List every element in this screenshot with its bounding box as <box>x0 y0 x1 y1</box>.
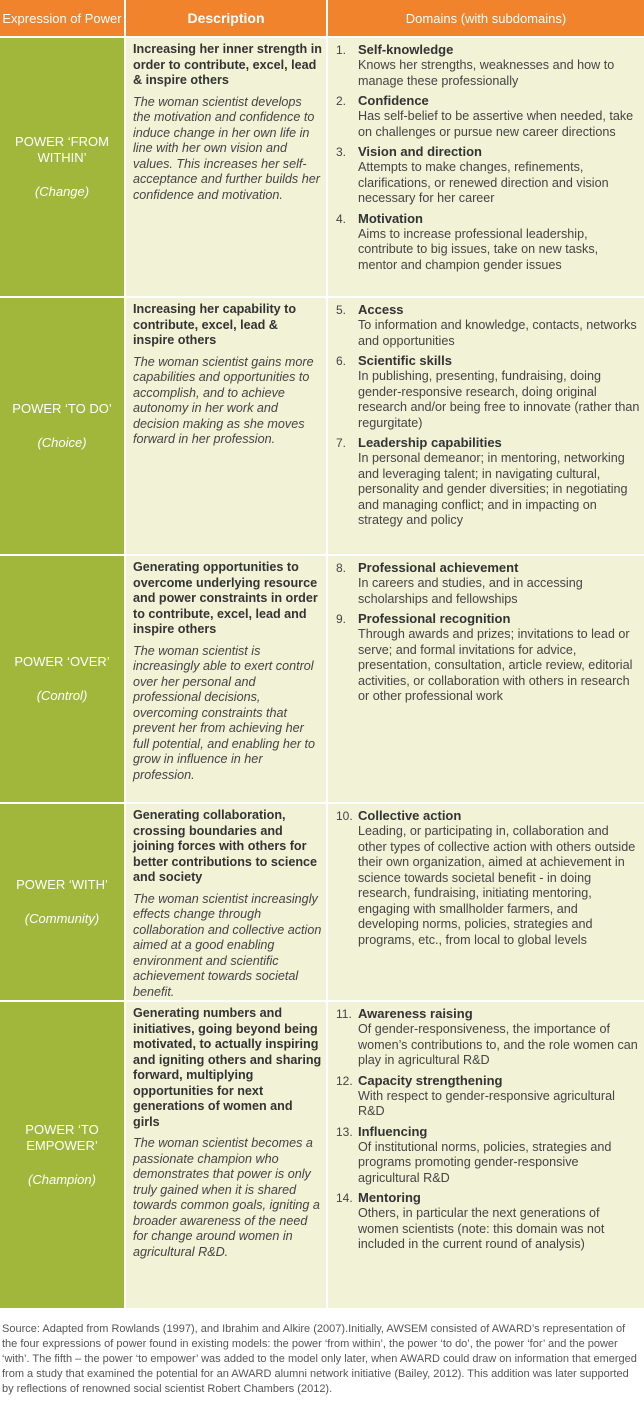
domain-item <box>336 302 640 349</box>
row-power-from-within <box>0 38 124 296</box>
domain-number: 6. <box>336 354 347 368</box>
domain-item <box>336 1073 640 1120</box>
domain-number: 8. <box>336 561 347 575</box>
domains-cell <box>328 38 644 296</box>
domain-description: Has self-belief to be assertive when needed, take on challenges or pursue new career directions <box>358 109 634 139</box>
power-label: POWER ‘TO EMPOWER’ <box>25 1122 99 1153</box>
domain-item <box>336 808 640 948</box>
description-cell <box>126 556 326 802</box>
description-main: Increasing her capability to contribute, excel, lead & inspire others <box>133 302 297 347</box>
domain-title: Scientific skills <box>358 353 452 368</box>
domain-title: Access <box>358 302 404 317</box>
description-main: Generating numbers and initiatives, going beyond being motivated, to actually inspiring and igniting others and sharing forward, multiplying opportunities for next generations of women and girls <box>133 1006 322 1129</box>
domain-item <box>336 435 640 529</box>
domain-description: In careers and studies, and in accessing scholarships and fellowships <box>358 576 583 606</box>
domain-number: 3. <box>336 145 347 159</box>
domain-title: Professional achievement <box>358 560 519 575</box>
domain-number: 4. <box>336 211 347 226</box>
domains-cell <box>328 1002 644 1308</box>
description-italic: The woman scientist becomes a passionate champion who demonstrates that power is only truly gained when it is shared towards common goals, igniting a broader awareness of the need for change around women in agricultural R&D. <box>133 1136 320 1259</box>
power-type: (Champion) <box>28 1172 96 1187</box>
domain-title: Awareness raising <box>358 1006 473 1021</box>
power-type: (Control) <box>36 688 88 703</box>
domain-title: Motivation <box>358 210 423 226</box>
domain-description: Others, in particular the next generations of women scientists (note: this domain was not included in the current round of analysis) <box>358 1206 605 1251</box>
domain-title: Vision and direction <box>358 144 483 159</box>
row-power-over <box>0 556 124 802</box>
domain-description: With respect to gender-responsive agricultural R&D <box>358 1088 615 1118</box>
description-main: Increasing her inner strength in order to contribute, excel, lead & inspire others <box>133 42 322 87</box>
domain-item <box>336 611 640 705</box>
domain-title: Professional recognition <box>358 611 511 626</box>
domain-number: 5. <box>336 303 347 317</box>
domain-description: In personal demeanor; in mentoring, networking and leveraging talent; in navigating cultural, personality and gender diversities; in negotiating and managing conflict; and in impacting on strategy and policy <box>358 451 628 527</box>
description-cell <box>126 804 326 1000</box>
domain-item <box>336 211 640 274</box>
domain-description: Of gender-responsiveness, the importance of women’s contributions to, and the role women can play in agricultural R&D <box>358 1022 638 1067</box>
domain-item <box>336 42 640 89</box>
domain-number: 14. <box>336 1191 353 1205</box>
domain-number: 12. <box>336 1073 353 1088</box>
power-label: POWER ‘FROM WITHIN’ <box>15 134 109 165</box>
domain-item <box>336 353 640 431</box>
description-cell <box>126 38 326 296</box>
description-cell <box>126 298 326 554</box>
domain-item <box>336 144 640 207</box>
power-label: POWER ‘WITH’ <box>16 877 108 892</box>
header-domains: Domains (with subdomains) <box>328 0 644 36</box>
domain-description: In publishing, presenting, fundraising, doing gender-responsive research, doing original research and/or being free to innovate (rather than regurgitate) <box>358 369 640 430</box>
domains-cell <box>328 556 644 802</box>
description-main: Generating collaboration, crossing boundaries and joining forces with others for better contributions to science and society <box>133 808 318 884</box>
domain-description: Of institutional norms, policies, strategies and programs promoting gender-responsive agricultural R&D <box>358 1139 612 1185</box>
domain-number: 10. <box>336 809 353 823</box>
domain-item <box>336 1006 640 1069</box>
domain-description: Through awards and prizes; invitations to lead or serve; and formal invitations for advice, presentation, consultation, article review, editorial activities, or collaboration with others in research or other professional work <box>358 627 633 703</box>
power-type: (Change) <box>34 184 90 199</box>
description-main: Generating opportunities to overcome underlying resource and power constraints in order to contribute, excel, lead and inspire others <box>133 560 318 636</box>
domain-item <box>336 1190 640 1253</box>
domain-item <box>336 1124 640 1187</box>
row-power-to-empower <box>0 1002 124 1308</box>
domain-item <box>336 560 640 607</box>
power-type: (Community) <box>24 911 100 926</box>
domain-description: To information and knowledge, contacts, networks and opportunities <box>358 318 637 348</box>
domain-item <box>336 93 640 140</box>
domain-title: Collective action <box>358 808 462 823</box>
domain-number: 1. <box>336 43 347 57</box>
domain-description: Leading, or participating in, collaboration and other types of collective action with others outside their own organization, aimed at achievement in science towards societal benefit - in doing research, fundraising, initiating mentoring, engaging with smallholder farmers, and developing norms, policies, strategies and programs, etc., from local to global levels <box>358 824 636 947</box>
domain-title: Self-knowledge <box>358 42 454 57</box>
domain-title: Confidence <box>358 93 429 108</box>
domain-number: 2. <box>336 94 347 108</box>
domain-description: Knows her strengths, weaknesses and how to manage these professionally <box>358 58 615 88</box>
source-note: Source: Adapted from Rowlands (1997), and Ibrahim and Alkire (2007).Initially, AWSEM consisted of AWARD’s representation of the four expressions of power found in existing models: the power ‘from within’, the power ‘to do’, the power ‘for’ and the power ‘with’. The fifth – the power ‘to empower’ was added to the model only later, when AWARD could draw on information that emerged from a study that examined the potential for an AWARD alumni network initiative (Bailey, 2012). This addition was later supported by reflections of renowned social scientist Robert Chambers (2012). <box>2 1323 637 1395</box>
header-expression-of-power: Expression of Power <box>0 0 124 36</box>
row-power-to-do <box>0 298 124 554</box>
description-italic: The woman scientist develops the motivation and confidence to induce change in her own life in line with her own vision and values. This increases her self-acceptance and further builds her confidence and motivation. <box>133 94 320 202</box>
domain-description: Attempts to make changes, refinements, clarifications, or renewed direction and vision necessary for her career <box>358 160 609 205</box>
power-type: (Choice) <box>37 435 87 450</box>
power-label: POWER ‘TO DO’ <box>12 401 112 416</box>
domain-title: Capacity strengthening <box>358 1072 503 1088</box>
power-label: POWER ‘OVER’ <box>14 654 110 669</box>
domain-description: Aims to increase professional leadership, contribute to big issues, take on new tasks, mentor and champion gender issues <box>358 226 599 272</box>
domains-cell <box>328 804 644 1000</box>
domain-title: Influencing <box>358 1123 428 1139</box>
header-description: Description <box>126 0 326 36</box>
description-italic: The woman scientist gains more capabilities and opportunities to accomplish, and to achieve autonomy in her work and decision making as she moves forward in her profession. <box>133 354 314 446</box>
description-italic: The woman scientist is increasingly able to exert control over her personal and professional decisions, overcoming constraints that prevent her from achieving her full potential, and enabling her to grow in influence in her profession. <box>133 643 316 782</box>
domain-number: 11. <box>336 1007 352 1021</box>
domain-number: 9. <box>336 612 347 626</box>
description-italic: The woman scientist increasingly effects change through collaboration and collective action aimed at a good enabling environment and scientific achievement towards societal benefit. <box>133 891 322 999</box>
domain-number: 13. <box>336 1124 353 1139</box>
description-cell <box>126 1002 326 1308</box>
row-power-with <box>0 804 124 1000</box>
domains-cell <box>328 298 644 554</box>
domain-title: Leadership capabilities <box>358 435 502 450</box>
domain-number: 7. <box>336 436 347 450</box>
domain-title: Mentoring <box>358 1190 421 1205</box>
